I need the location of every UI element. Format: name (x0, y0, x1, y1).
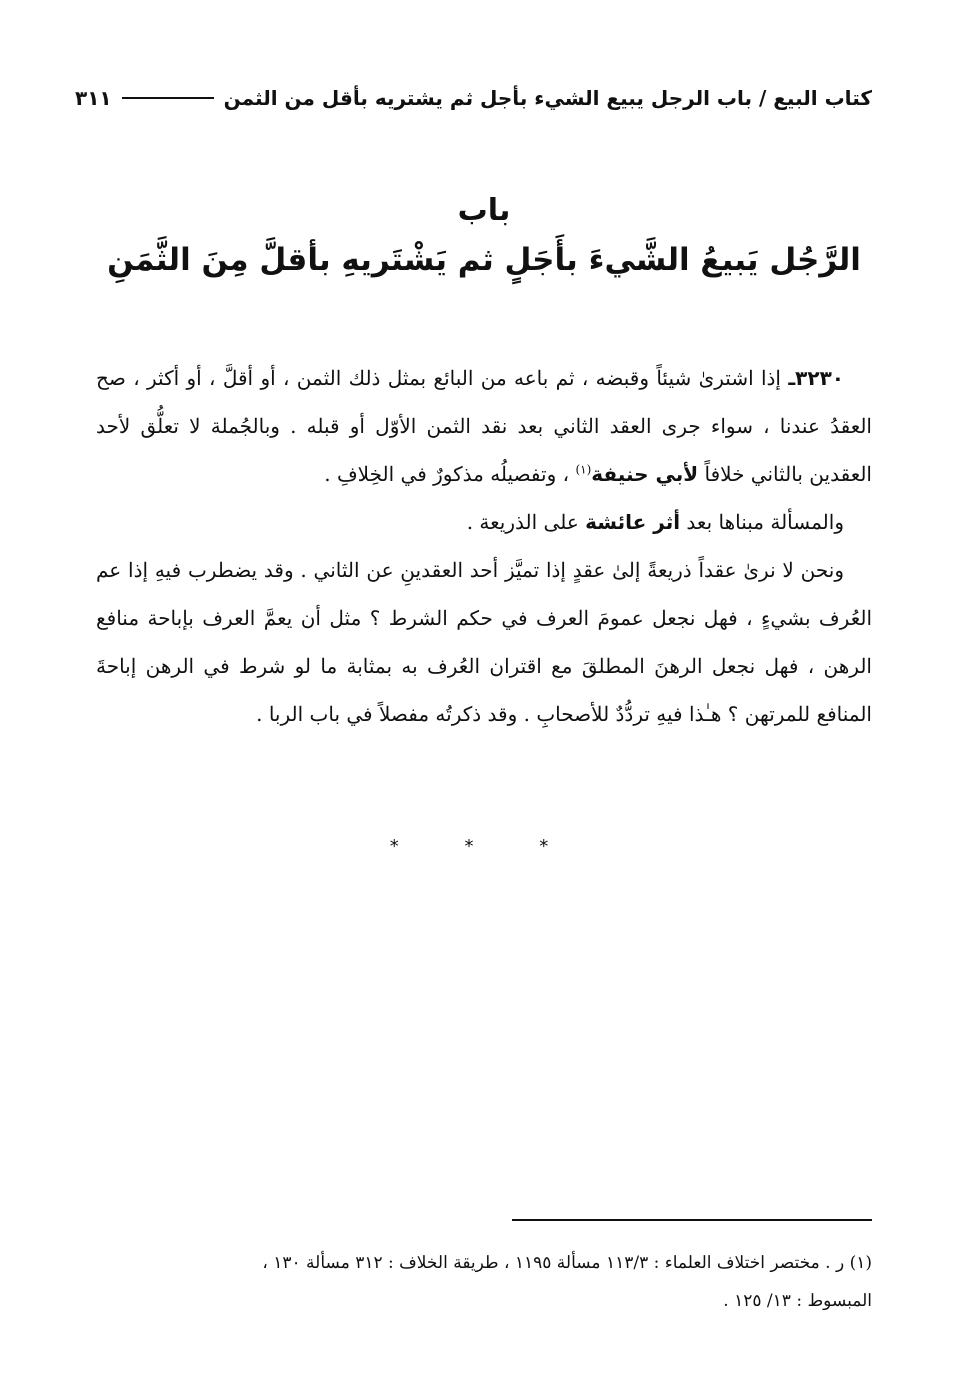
paragraph-2-text-b: على الذريعة . (466, 510, 586, 534)
paragraph-2 (96, 498, 872, 546)
paragraph-1-text-a: إذا اشترىٰ شيئاً وقبضه ، ثم باعه من البائع بمثل ذلك الثمن ، أو أقلَّ ، أو أكثر ، صح العقدُ عندنا ، سواء جرى العقد الثاني بعد نقد الثمن الأوّل أو قبله . وبالجُملة لا تعلُّق لأحد العقدين بالثاني خلافاً (96, 366, 872, 486)
paragraph-2-name: أثر عائشة (585, 510, 681, 534)
chapter-heading (96, 188, 872, 286)
body-text (96, 354, 872, 738)
footnote-rule (512, 1219, 872, 1221)
paragraph-1-text-b: ، وتفصيلُه مذكورٌ في الخِلافِ . (324, 462, 576, 486)
chapter-label: باب (457, 193, 511, 228)
running-title: كتاب البيع / باب الرجل يبيع الشيء بأجل ثم يشتريه بأقل من الثمن (223, 86, 872, 110)
footnote-1-line-1: (١) ر . مختصر اختلاف العلماء : ١١٣/٣ مسألة ١١٩٥ ، طريقة الخلاف : ٣١٢ مسألة ١٣٠ ، (262, 1253, 872, 1273)
footnote-1-line-2: المبسوط : ١٣/ ١٢٥ . (723, 1291, 872, 1311)
chapter-title: الرَّجُل يَبيعُ الشَّيءَ بأَجَلٍ ثم يَشْتَريهِ بأقلَّ مِنَ الثَّمَنِ (107, 242, 861, 278)
issue-number: ٣٢٣٠ـ (788, 366, 844, 390)
paragraph-1-name: لأبي حنيفة (591, 462, 699, 486)
section-ornament: * * * (389, 836, 579, 857)
paragraph-2-text-a: والمسألة مبناها بعد (680, 510, 844, 534)
footnotes (96, 1244, 872, 1320)
paragraph-1 (96, 354, 872, 498)
header-rule (122, 97, 214, 99)
running-header (75, 78, 872, 118)
paragraph-3: ونحن لا نرىٰ عقداً ذريعةً إلىٰ عقدٍ إذا تميَّز أحد العقدينِ عن الثاني . وقد يضطرب فيهِ إذا عم العُرف بشيءٍ ، فهل نجعل عمومَ العرف في حكم الشرط ؟ مثل أن يعمَّ العرف بإباحة منافع الرهن ، فهل نجعل الرهنَ المطلقَ مع اقتران العُرف به بمثابة ما لو شرط في الرهن إباحةَ المنافع للمرتهن ؟ هـٰذا فيهِ تردُّدٌ للأصحابِ . وقد ذكرتُه مفصلاً في باب الربا . (96, 558, 872, 726)
page-number: ٣١١ (75, 86, 112, 110)
footnote-ref: (١) (575, 462, 592, 477)
